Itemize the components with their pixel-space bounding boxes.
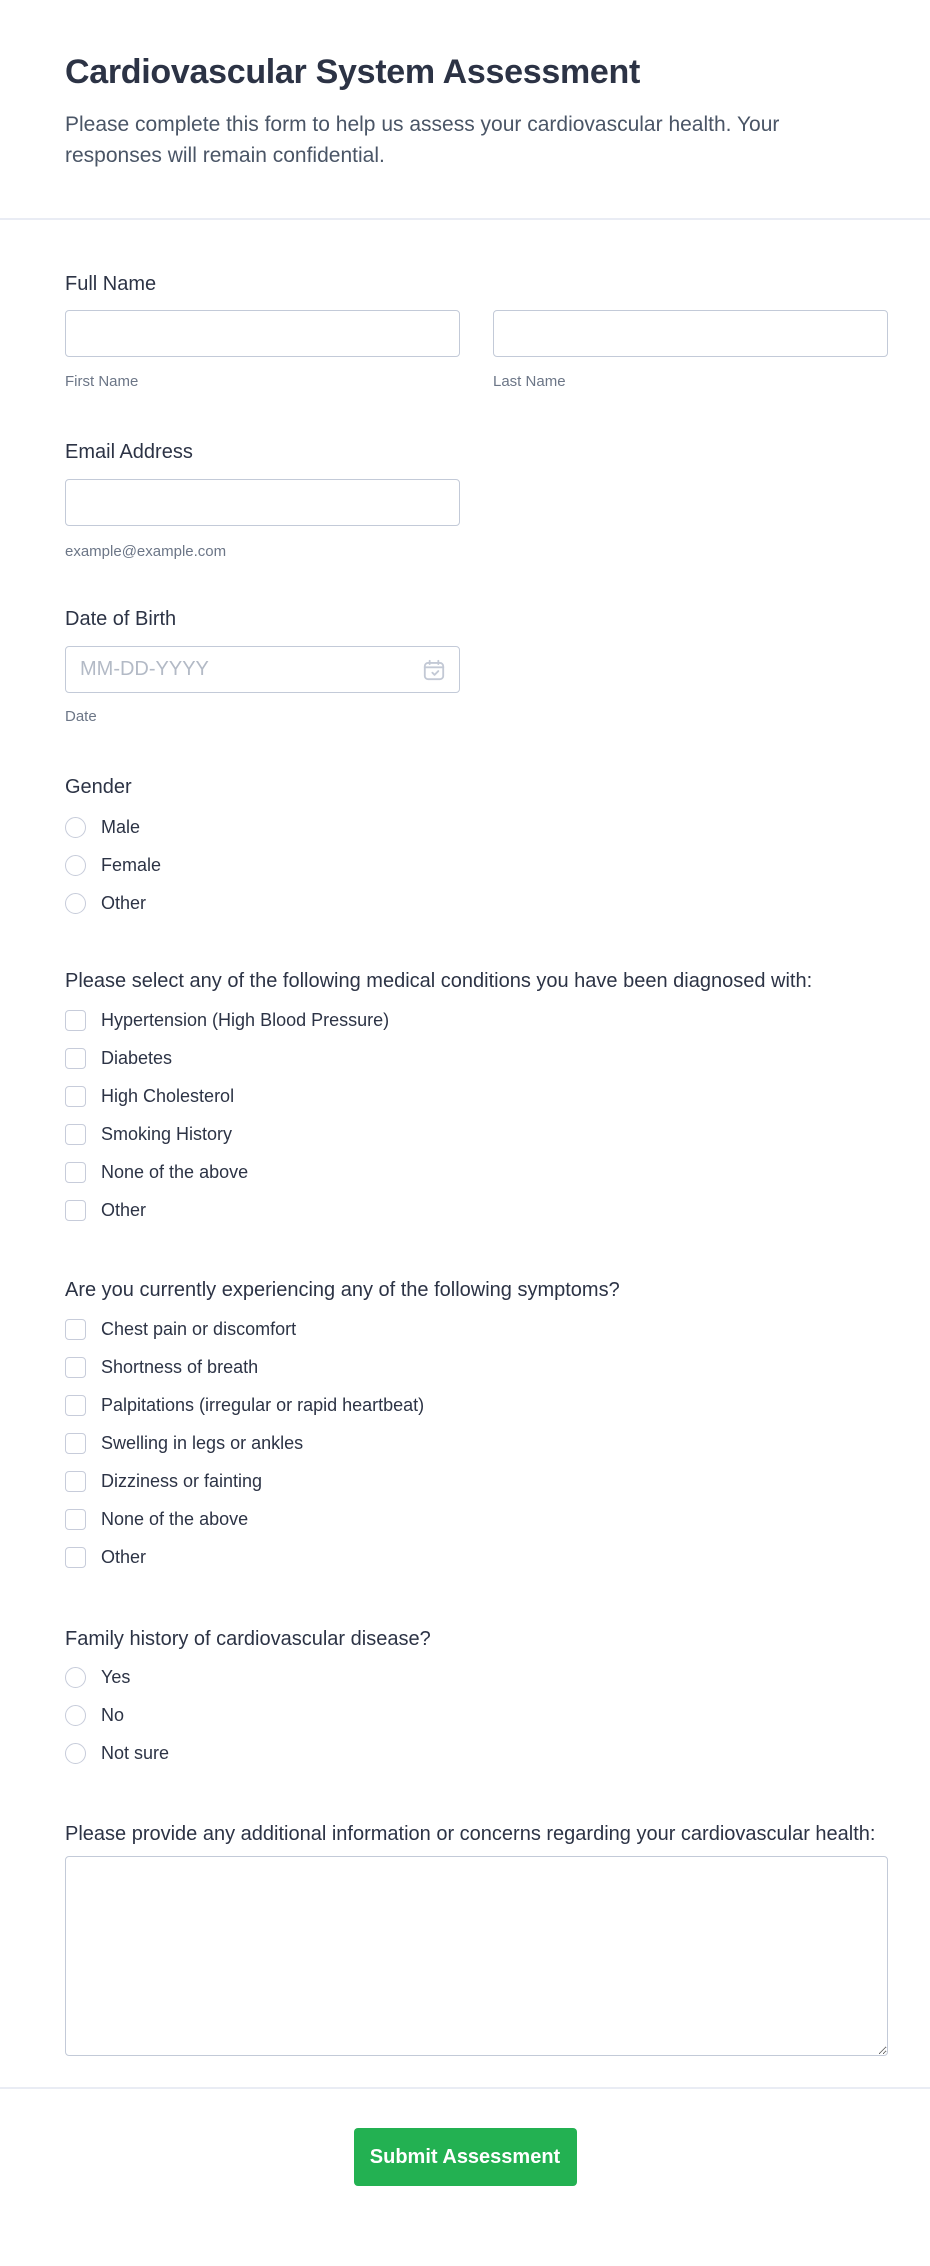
checkbox-label: Swelling in legs or ankles xyxy=(101,1433,304,1453)
radio-male[interactable] xyxy=(65,817,86,838)
checkbox-label: Dizziness or fainting xyxy=(101,1471,263,1491)
last-name-input[interactable] xyxy=(493,310,888,357)
radio-label: Not sure xyxy=(101,1743,170,1763)
first-name-input[interactable] xyxy=(65,310,460,357)
checkbox-option-other-symptoms[interactable] xyxy=(65,1547,888,1568)
radio-no[interactable] xyxy=(65,1705,86,1726)
full-name-label: Full Name xyxy=(65,273,157,295)
checkbox-option-none-conditions[interactable] xyxy=(65,1162,888,1183)
checkbox-option-smoking-history[interactable] xyxy=(65,1124,888,1145)
question-additional-info xyxy=(65,1820,888,2056)
family-history-label: Family history of cardiovascular disease? xyxy=(65,1628,431,1650)
radio-label: Female xyxy=(101,855,162,875)
question-full-name xyxy=(65,272,888,391)
conditions-options xyxy=(65,1010,888,1221)
checkbox-other-symptoms[interactable] xyxy=(65,1547,86,1568)
submit-row xyxy=(0,2128,930,2186)
email-input[interactable] xyxy=(65,479,460,526)
checkbox-other-conditions[interactable] xyxy=(65,1200,86,1221)
form-subtitle: Please complete this form to help us assess your cardiovascular health. Your responses will remain confidential. xyxy=(65,113,780,167)
radio-option-not-sure[interactable] xyxy=(65,1743,888,1764)
symptoms-options xyxy=(65,1319,888,1568)
full-name-sublabels xyxy=(65,373,888,391)
email-label: Email Address xyxy=(65,441,193,463)
radio-not-sure[interactable] xyxy=(65,1743,86,1764)
checkbox-option-none-symptoms[interactable] xyxy=(65,1509,888,1530)
radio-option-no[interactable] xyxy=(65,1705,888,1726)
checkbox-dizziness[interactable] xyxy=(65,1471,86,1492)
question-date-of-birth xyxy=(65,607,888,726)
checkbox-label: Other xyxy=(101,1547,147,1567)
checkbox-swelling[interactable] xyxy=(65,1433,86,1454)
full-name-inputs-row xyxy=(65,310,888,357)
email-sublabel: example@example.com xyxy=(65,543,227,560)
radio-option-yes[interactable] xyxy=(65,1667,888,1688)
checkbox-diabetes[interactable] xyxy=(65,1048,86,1069)
radio-female[interactable] xyxy=(65,855,86,876)
question-family-history xyxy=(65,1627,888,1764)
question-email xyxy=(65,440,888,561)
radio-yes[interactable] xyxy=(65,1667,86,1688)
checkbox-none-symptoms[interactable] xyxy=(65,1509,86,1530)
first-name-sublabel: First Name xyxy=(65,373,139,390)
checkbox-chest-pain[interactable] xyxy=(65,1319,86,1340)
checkbox-shortness-of-breath[interactable] xyxy=(65,1357,86,1378)
question-gender xyxy=(65,775,888,914)
gender-label: Gender xyxy=(65,776,132,798)
checkbox-label: Smoking History xyxy=(101,1124,233,1144)
dob-label: Date of Birth xyxy=(65,608,177,630)
checkbox-option-high-cholesterol[interactable] xyxy=(65,1086,888,1107)
question-symptoms xyxy=(65,1278,888,1568)
checkbox-hypertension[interactable] xyxy=(65,1010,86,1031)
conditions-label: Please select any of the following medical conditions you have been diagnosed with: xyxy=(65,970,813,992)
checkbox-option-chest-pain[interactable] xyxy=(65,1319,888,1340)
radio-label: No xyxy=(101,1705,125,1725)
radio-label: Yes xyxy=(101,1667,131,1687)
submit-button[interactable]: Submit Assessment xyxy=(354,2128,577,2186)
checkbox-smoking-history[interactable] xyxy=(65,1124,86,1145)
radio-other[interactable] xyxy=(65,893,86,914)
radio-option-male[interactable] xyxy=(65,817,888,838)
checkbox-label: Palpitations (irregular or rapid heartbeat) xyxy=(101,1395,425,1415)
radio-option-female[interactable] xyxy=(65,855,888,876)
additional-info-label: Please provide any additional information or concerns regarding your cardiovascular health: xyxy=(65,1823,876,1845)
checkbox-option-other-conditions[interactable] xyxy=(65,1200,888,1221)
checkbox-option-dizziness[interactable] xyxy=(65,1471,888,1492)
dob-input-wrap xyxy=(65,646,460,693)
checkbox-label: Other xyxy=(101,1200,147,1220)
checkbox-option-shortness-of-breath[interactable] xyxy=(65,1357,888,1378)
checkbox-label: Diabetes xyxy=(101,1048,173,1068)
question-medical-conditions xyxy=(65,969,888,1221)
checkbox-label: Chest pain or discomfort xyxy=(101,1319,297,1339)
gender-options xyxy=(65,817,888,914)
checkbox-label: Shortness of breath xyxy=(101,1357,259,1377)
form-header xyxy=(0,0,930,220)
checkbox-option-hypertension[interactable] xyxy=(65,1010,888,1031)
dob-sublabel: Date xyxy=(65,708,97,725)
symptoms-label: Are you currently experiencing any of the following symptoms? xyxy=(65,1279,620,1301)
checkbox-label: Hypertension (High Blood Pressure) xyxy=(101,1010,390,1030)
checkbox-label: High Cholesterol xyxy=(101,1086,235,1106)
calendar-check-icon[interactable] xyxy=(421,657,447,683)
checkbox-label: None of the above xyxy=(101,1509,249,1529)
form-body xyxy=(0,272,930,2186)
checkbox-palpitations[interactable] xyxy=(65,1395,86,1416)
last-name-sublabel: Last Name xyxy=(493,373,566,390)
checkbox-option-diabetes[interactable] xyxy=(65,1048,888,1069)
radio-option-other[interactable] xyxy=(65,893,888,914)
checkbox-option-swelling[interactable] xyxy=(65,1433,888,1454)
radio-label: Other xyxy=(101,893,147,913)
form-title: Cardiovascular System Assessment xyxy=(65,53,640,91)
radio-label: Male xyxy=(101,817,141,837)
family-history-options xyxy=(65,1667,888,1764)
dob-input[interactable] xyxy=(65,646,460,693)
checkbox-high-cholesterol[interactable] xyxy=(65,1086,86,1107)
checkbox-none-conditions[interactable] xyxy=(65,1162,86,1183)
bottom-divider xyxy=(0,2087,930,2089)
additional-info-textarea[interactable] xyxy=(65,1856,888,2056)
checkbox-label: None of the above xyxy=(101,1162,249,1182)
checkbox-option-palpitations[interactable] xyxy=(65,1395,888,1416)
